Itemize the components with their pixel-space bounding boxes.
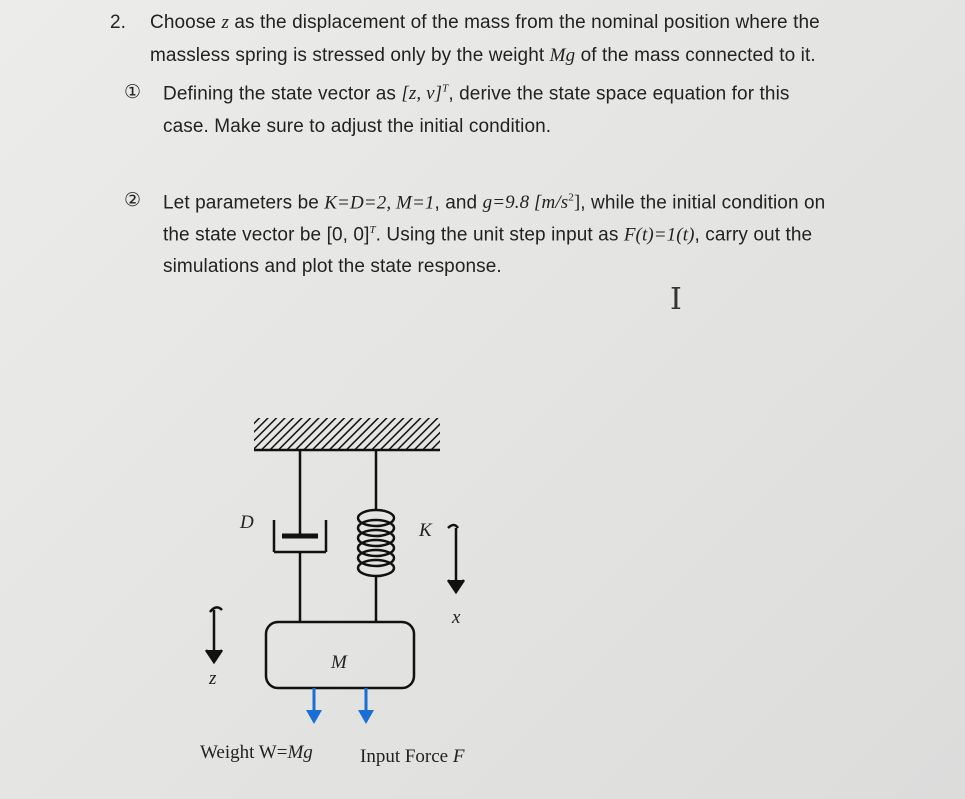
label-spring-k: K bbox=[419, 520, 432, 541]
weight-label: Weight W=Mg bbox=[200, 742, 313, 763]
ceiling-hatch bbox=[254, 418, 440, 450]
var-z: z bbox=[221, 12, 229, 33]
text-cursor-icon: I bbox=[670, 282, 682, 317]
intro-line-1: Choose z as the displacement of the mass from the nominal position where the bbox=[150, 12, 820, 33]
label-x: x bbox=[452, 607, 461, 628]
x-direction-arrow bbox=[448, 525, 464, 592]
part1-line-2: case. Make sure to adjust the initial condition. bbox=[163, 116, 552, 137]
label-damper-d: D bbox=[240, 512, 254, 533]
input-expr: F(t)=1(t) bbox=[623, 224, 695, 246]
part2-marker: ② bbox=[124, 189, 142, 211]
part2-line-2: the state vector be [0, 0]$^T$. Using the unit step input as F(t)=1(t), carry out the bbox=[163, 224, 813, 246]
label-mass-m: M bbox=[331, 652, 347, 673]
part2-line-1: Let parameters be K=D=2, M=1, and g=9.8 $[m/s^2]$, while the initial condition on bbox=[163, 192, 826, 214]
weight-arrow bbox=[306, 688, 322, 724]
label-z: z bbox=[209, 668, 217, 689]
question-number: 2. bbox=[110, 12, 126, 33]
part1-marker: ① bbox=[124, 81, 142, 103]
params: K=D=2, M=1 bbox=[324, 192, 435, 214]
intro-line-2: massless spring is stressed only by the weight Mg of the mass connected to it. bbox=[150, 45, 816, 66]
state-vector: [z, v]$^T$ bbox=[401, 83, 449, 105]
mass-spring-damper-diagram bbox=[190, 410, 510, 780]
z-direction-arrow bbox=[206, 607, 222, 662]
part2-line-3: simulations and plot the state response. bbox=[163, 256, 502, 277]
input-force-arrow bbox=[358, 688, 374, 724]
spring bbox=[358, 450, 394, 622]
part1-line-1: Defining the state vector as [z, v]$^T$, derive the state space equation for this bbox=[163, 83, 790, 105]
damper bbox=[274, 450, 326, 622]
input-force-label: Input Force F bbox=[360, 746, 465, 767]
var-mg: Mg bbox=[549, 45, 576, 66]
gravity: g=9.8 $[m/s^2]$ bbox=[482, 192, 581, 214]
